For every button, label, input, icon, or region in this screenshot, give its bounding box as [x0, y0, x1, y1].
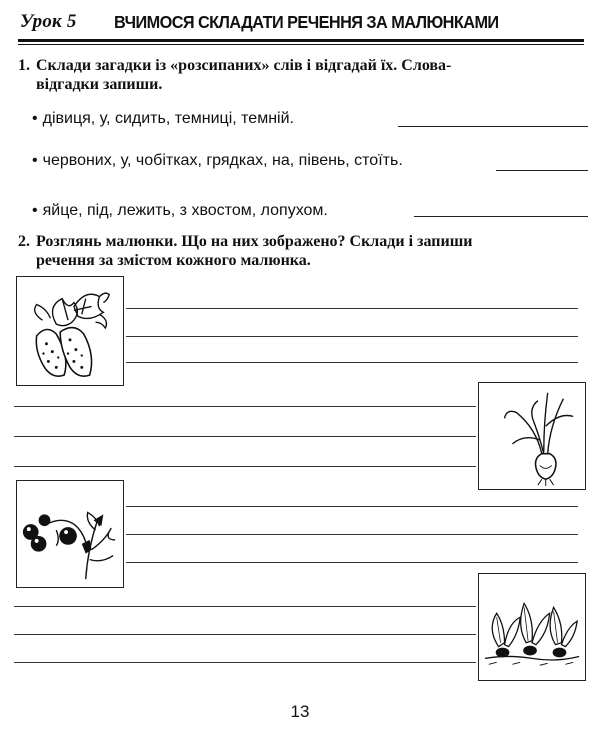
- writing-line[interactable]: [126, 308, 578, 309]
- riddle-item-1: [32, 110, 294, 128]
- task-2-text-line-2: речення за змістом кожного малюнка.: [36, 252, 311, 269]
- beet-picture: [478, 573, 586, 681]
- task-2-number: 2.: [18, 233, 30, 250]
- tomato-picture: [16, 480, 124, 588]
- bullet: •: [32, 202, 38, 219]
- header-rule-thin: [18, 44, 584, 45]
- cucumber-picture: [16, 276, 124, 386]
- task-2-instruction: [18, 232, 588, 270]
- writing-line[interactable]: [14, 634, 476, 635]
- writing-line[interactable]: [14, 606, 476, 607]
- answer-line-1[interactable]: [398, 126, 588, 127]
- task-1-instruction: [18, 56, 588, 94]
- beet-icon: [479, 574, 585, 680]
- header-rule-thick: [18, 39, 584, 42]
- task-1-number: 1.: [18, 57, 30, 74]
- writing-line[interactable]: [14, 662, 476, 663]
- lesson-number: Урок 5: [20, 11, 77, 32]
- writing-line[interactable]: [14, 436, 476, 437]
- bullet: •: [32, 152, 38, 169]
- riddle-item-2: [32, 152, 403, 170]
- riddle-text-3: яйце, під, лежить, з хвостом, лопухом.: [42, 202, 328, 219]
- writing-line[interactable]: [14, 406, 476, 407]
- answer-line-3[interactable]: [414, 216, 588, 217]
- writing-line[interactable]: [14, 466, 476, 467]
- riddle-text-1: дівиця, у, сидить, темниці, темній.: [42, 110, 294, 127]
- onion-icon: [479, 383, 585, 489]
- page-number: 13: [290, 702, 310, 721]
- writing-line[interactable]: [126, 336, 578, 337]
- task-1-text-line-1: Склади загадки із «розсипаних» слів і відгадай їх. Слова-: [36, 57, 452, 74]
- lesson-title: ВЧИМОСЯ СКЛАДАТИ РЕЧЕННЯ ЗА МАЛЮНКАМИ: [114, 12, 499, 32]
- bullet: •: [32, 110, 38, 127]
- cucumber-icon: [17, 277, 123, 385]
- writing-line[interactable]: [126, 362, 578, 363]
- answer-line-2[interactable]: [496, 170, 588, 171]
- writing-line[interactable]: [126, 534, 578, 535]
- onion-picture: [478, 382, 586, 490]
- writing-line[interactable]: [126, 562, 578, 563]
- task-1-text-line-2: відгадки запиши.: [36, 76, 163, 93]
- tomato-icon: [17, 481, 123, 587]
- lesson-header: [18, 8, 584, 38]
- writing-line[interactable]: [126, 506, 578, 507]
- riddle-text-2: червоних, у, чобітках, грядках, на, півень, стоїть.: [42, 152, 403, 169]
- task-2-text-line-1: Розглянь малюнки. Що на них зображено? Склади і запиши: [36, 233, 473, 250]
- riddle-item-3: [32, 202, 328, 220]
